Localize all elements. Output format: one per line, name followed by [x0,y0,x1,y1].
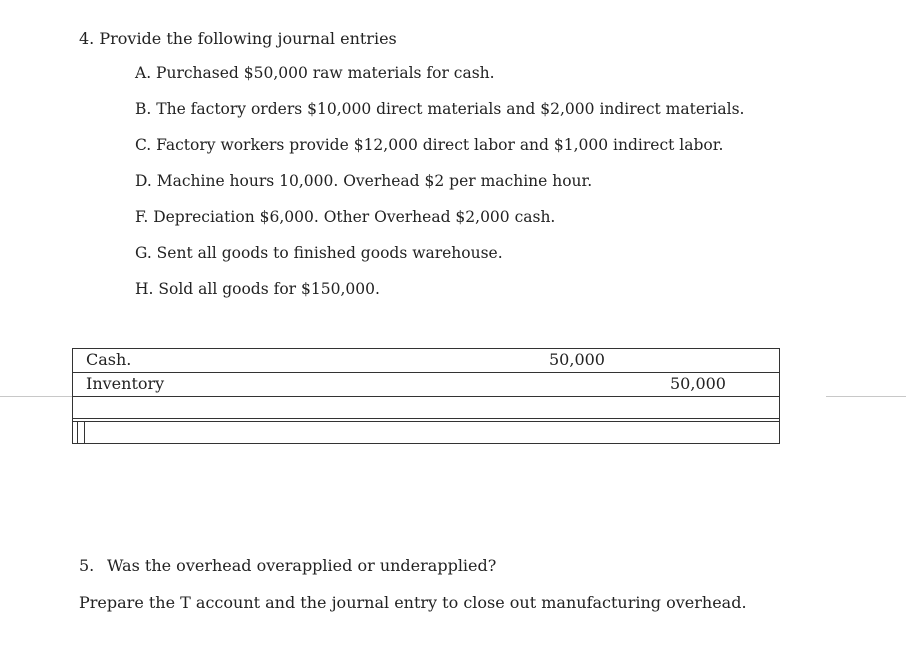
list-item: D. Machine hours 10,000. Overhead $2 per machine hour. [135,172,593,190]
question-5-instruction: Prepare the T account and the journal entry to close out manufacturing overhead. [79,593,747,612]
divider-left [0,396,72,397]
credit-cell[interactable]: 50,000 [670,374,726,393]
list-item: A. Purchased $50,000 raw materials for cash. [135,64,495,82]
divider-right [826,396,906,397]
list-item: H. Sold all goods for $150,000. [135,280,380,298]
question-4-heading: 4. Provide the following journal entries [79,29,397,48]
table-row[interactable] [73,373,779,397]
question-5 [79,556,496,575]
list-item: F. Depreciation $6,000. Other Overhead $2,000 cash. [135,208,556,226]
question-5-number: 5. [79,556,95,575]
table-row[interactable] [73,421,779,443]
journal-table[interactable] [72,348,780,444]
list-item: C. Factory workers provide $12,000 direct labor and $1,000 indirect labor. [135,136,724,154]
account-cell[interactable]: Inventory [86,374,165,393]
account-cell[interactable]: Cash. [86,350,132,369]
debit-cell[interactable]: 50,000 [549,350,605,369]
list-item: G. Sent all goods to finished goods warehouse. [135,244,503,262]
list-item: B. The factory orders $10,000 direct materials and $2,000 indirect materials. [135,100,745,118]
journal-entry-list [135,64,744,316]
table-row[interactable] [73,399,779,419]
empty-cell[interactable] [77,422,85,444]
question-5-text: Was the overhead overapplied or underapplied? [107,556,497,575]
table-row[interactable] [73,349,779,373]
